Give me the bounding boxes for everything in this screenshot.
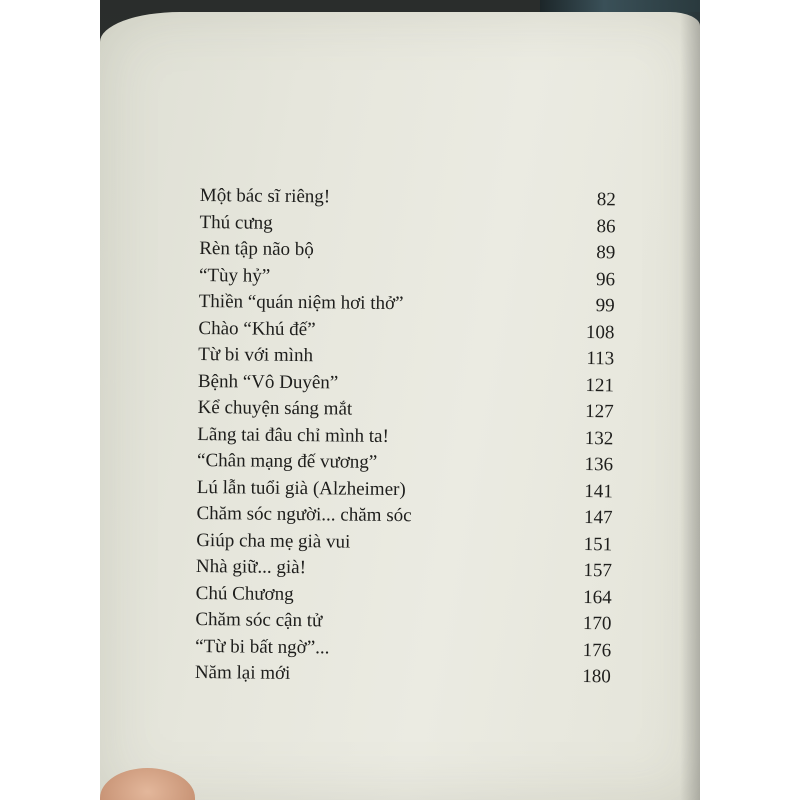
toc-entry-title: Thú cưng: [199, 211, 273, 234]
toc-entry-title: Kể chuyện sáng mắt: [197, 396, 353, 420]
toc-entry-title: Một bác sĩ riêng!: [199, 184, 331, 208]
table-of-contents: [195, 183, 640, 691]
toc-entry-page-number: 96: [595, 268, 616, 290]
toc-entry-page-number: 170: [582, 613, 612, 635]
toc-entry-page-number: 86: [596, 215, 616, 237]
toc-entry-page-number: 180: [582, 666, 611, 688]
toc-entry-page-number: 99: [595, 295, 615, 317]
toc-entry-title: Chăm sóc cận tử: [195, 608, 323, 632]
toc-entry-page-number: 82: [596, 189, 616, 211]
toc-entry-title: Bệnh “Vô Duyên”: [197, 370, 339, 393]
toc-entry-page-number: 157: [583, 560, 613, 582]
toc-entry-title: “Tùy hỷ”: [198, 264, 271, 287]
toc-entry-page-number: 141: [584, 480, 613, 502]
toc-entry-title: Lú lẫn tuổi già (Alzheimer): [196, 476, 406, 500]
toc-entry-page-number: 108: [585, 321, 615, 343]
toc-entry-page-number: 136: [584, 454, 614, 476]
toc-entry-title: Nhà giữ... già!: [195, 555, 307, 579]
toc-entry-page-number: 176: [582, 639, 612, 661]
toc-entry-page-number: 147: [583, 507, 613, 529]
toc-entry-page-number: 89: [596, 242, 616, 264]
toc-entry-title: Giúp cha mẹ già vui: [196, 529, 351, 553]
toc-entry-title: Rèn tập não bộ: [199, 237, 314, 261]
toc-entry-title: Thiền “quán niệm hơi thở”: [198, 290, 404, 315]
toc-entry-title: Chào “Khú đế”: [198, 317, 316, 340]
toc-entry-title: “Từ bi bất ngờ”...: [195, 635, 330, 658]
toc-entry-page-number: 164: [583, 586, 612, 608]
toc-entry-page-number: 132: [584, 427, 614, 449]
toc-entry-page-number: 127: [585, 401, 614, 423]
toc-entry-title: Năm lại mới: [194, 661, 291, 684]
toc-entry-title: “Chân mạng đế vương”: [196, 449, 378, 473]
toc-entry-title: Lãng tai đâu chỉ mình ta!: [197, 423, 390, 447]
toc-entry: [195, 660, 635, 691]
toc-entry-page-number: 121: [585, 374, 615, 396]
toc-entry-title: Chú Chương: [195, 582, 294, 605]
toc-entry-title: Từ bi với mình: [198, 343, 314, 367]
page-shadow: [680, 12, 700, 800]
show-through-text: [395, 110, 605, 144]
toc-entry-title: Chăm sóc người... chăm sóc: [196, 502, 412, 527]
toc-entry-page-number: 113: [586, 348, 615, 370]
toc-entry-page-number: 151: [583, 533, 613, 555]
